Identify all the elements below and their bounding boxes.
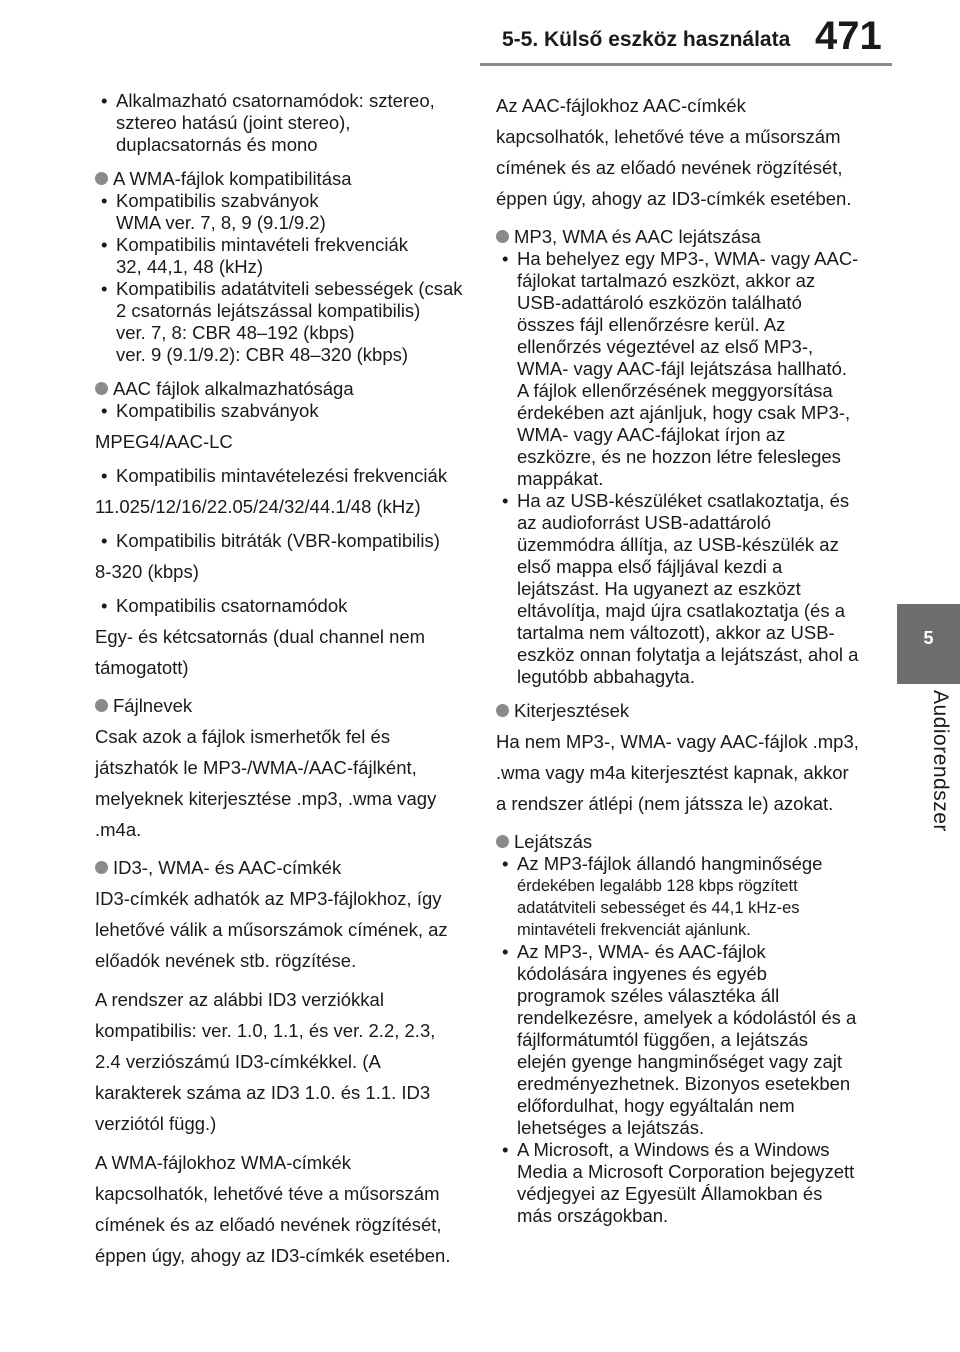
paragraph: A rendszer az alábbi ID3 verziókkal kompatibilis: ver. 1.0, 1.1, és ver. 2.2, 2.3, 2.4 verziószámú ID3-címkékkel. (A karakterek száma az ID3 1.0. és 1.1. ID3 verziótól függ.): [95, 989, 436, 1134]
chapter-tab: [897, 604, 960, 684]
list-item: • Az MP3-, WMA- és AAC-fájlok kódolására ingyenes és egyéb programok széles választéka áll rendelkezésre, amelyek a kódolástól és a fájlformátumtól függően, a lejátszás elején gyenge hangminőséget vagy zajt eredményezhetnek. Bizonyos esetekben előfordulhat, hogy egyáltalán nem lehetséges a lejátszás.: [496, 941, 860, 1139]
paragraph: MPEG4/AAC-LC: [95, 431, 233, 452]
section-heading: ID3-, WMA- és AAC-címkék: [95, 857, 465, 879]
list-item: • Kompatibilis mintavételezési frekvenciák: [95, 465, 465, 487]
list-item: • Kompatibilis bitráták (VBR-kompatibilis): [95, 530, 465, 552]
paragraph: A WMA-fájlokhoz WMA-címkék kapcsolhatók, lehetővé téve a műsorszám címének és az előadó nevének rögzítését, éppen úgy, ahogy az ID3-címkék esetében.: [95, 1152, 451, 1266]
section-heading: Fájlnevek: [95, 695, 465, 717]
list-item: • Ha behelyez egy MP3-, WMA- vagy AAC-fájlokat tartalmazó eszközt, akkor az USB-adattároló eszközön található összes fájl ellenőrzésre kerül. Az ellenőrzés végeztével az első MP3-, WMA- vagy AAC-fájl lejátszása hallható. A fájlok ellenőrzésének meggyorsítása érdekében azt ajánljuk, hogy csak MP3-, WMA- vagy AAC-fájlokat írjon az eszközre, és ne hozzon létre felesleges mappákat.: [496, 248, 860, 490]
paragraph: Csak azok a fájlok ismerhetők fel és játszhatók le MP3-/WMA-/AAC-fájlként, melyeknek kiterjesztése .mp3, .wma vagy .m4a.: [95, 726, 437, 840]
paragraph: Ha nem MP3-, WMA- vagy AAC-fájlok .mp3, .wma vagy m4a kiterjesztést kapnak, akkor a rendszer átlépi (nem játssza le) azokat.: [496, 731, 859, 814]
paragraph: 11.025/12/16/22.05/24/32/44.1/48 (kHz): [95, 496, 421, 517]
paragraph: Egy- és kétcsatornás (dual channel nem támogatott): [95, 626, 426, 678]
paragraph: Az AAC-fájlokhoz AAC-címkék kapcsolhatók, lehetővé téve a műsorszám címének és az előadó nevének rögzítését, éppen úgy, ahogy az ID3-címkék esetében.: [496, 95, 852, 209]
list-item: • A Microsoft, a Windows és a Windows Media a Microsoft Corporation bejegyzett védjegyei az Egyesült Államokban és más országokban.: [496, 1139, 860, 1227]
list-item-value: ver. 9 (9.1/9.2): CBR 48–320 (kbps): [116, 344, 409, 365]
list-item: • Ha az USB-készüléket csatlakoztatja, és az audioforrást USB-adattároló üzemmódra állítja, az USB-készülék az első mappa első fájljával kezdi a lejátszást. Ha ugyanezt az eszközt eltávolítja, majd újra csatlakoztatja (és a tartalma nem változott), akkor az USB-eszköz onnan folytatja a lejátszást, ahol a legutóbb abbahagyta.: [496, 490, 860, 688]
list-item: • Alkalmazható csatornamódok: sztereo, sztereo hatású (joint stereo), duplacsatornás és mono: [95, 90, 465, 156]
section-title: 5-5. Külső eszköz használata: [502, 28, 791, 51]
right-column: [496, 90, 860, 1227]
section-heading: AAC fájlok alkalmazhatósága: [95, 378, 465, 400]
section-heading: Kiterjesztések: [496, 700, 860, 722]
chapter-number: 5: [923, 628, 934, 648]
header-rule: [480, 63, 892, 66]
list-item: • Kompatibilis szabványok: [95, 190, 465, 212]
section-heading: MP3, WMA és AAC lejátszása: [496, 226, 860, 248]
list-item-text: Az MP3-fájlok állandó hangminősége: [517, 853, 823, 874]
chapter-label: Audiorendszer: [929, 690, 952, 832]
page-number: 471: [815, 14, 882, 58]
list-item: [496, 853, 860, 941]
section-heading: A WMA-fájlok kompatibilitása: [95, 168, 465, 190]
list-item: • Kompatibilis csatornamódok: [95, 595, 465, 617]
list-item: • Kompatibilis mintavételi frekvenciák: [95, 234, 465, 256]
list-item: • Kompatibilis szabványok: [95, 400, 465, 422]
list-item-value: ver. 7, 8: CBR 48–192 (kbps): [116, 322, 355, 343]
section-heading: Lejátszás: [496, 831, 860, 853]
paragraph: ID3-címkék adhatók az MP3-fájlokhoz, így lehetővé válik a műsorszámok címének, az előadók nevének stb. rögzítése.: [95, 888, 448, 971]
list-item-value: WMA ver. 7, 8, 9 (9.1/9.2): [116, 212, 326, 233]
list-item: • Kompatibilis adatátviteli sebességek (csak 2 csatornás lejátszással kompatibilis): [95, 278, 465, 322]
paragraph: 8-320 (kbps): [95, 561, 199, 582]
left-column: [95, 90, 465, 1279]
list-item-value: 32, 44,1, 48 (kHz): [116, 256, 264, 277]
list-item-text-small: érdekében legalább 128 kbps rögzített adatátviteli sebességet és 44,1 kHz-es mintavételi frekvenciát ajánlunk.: [517, 877, 800, 939]
